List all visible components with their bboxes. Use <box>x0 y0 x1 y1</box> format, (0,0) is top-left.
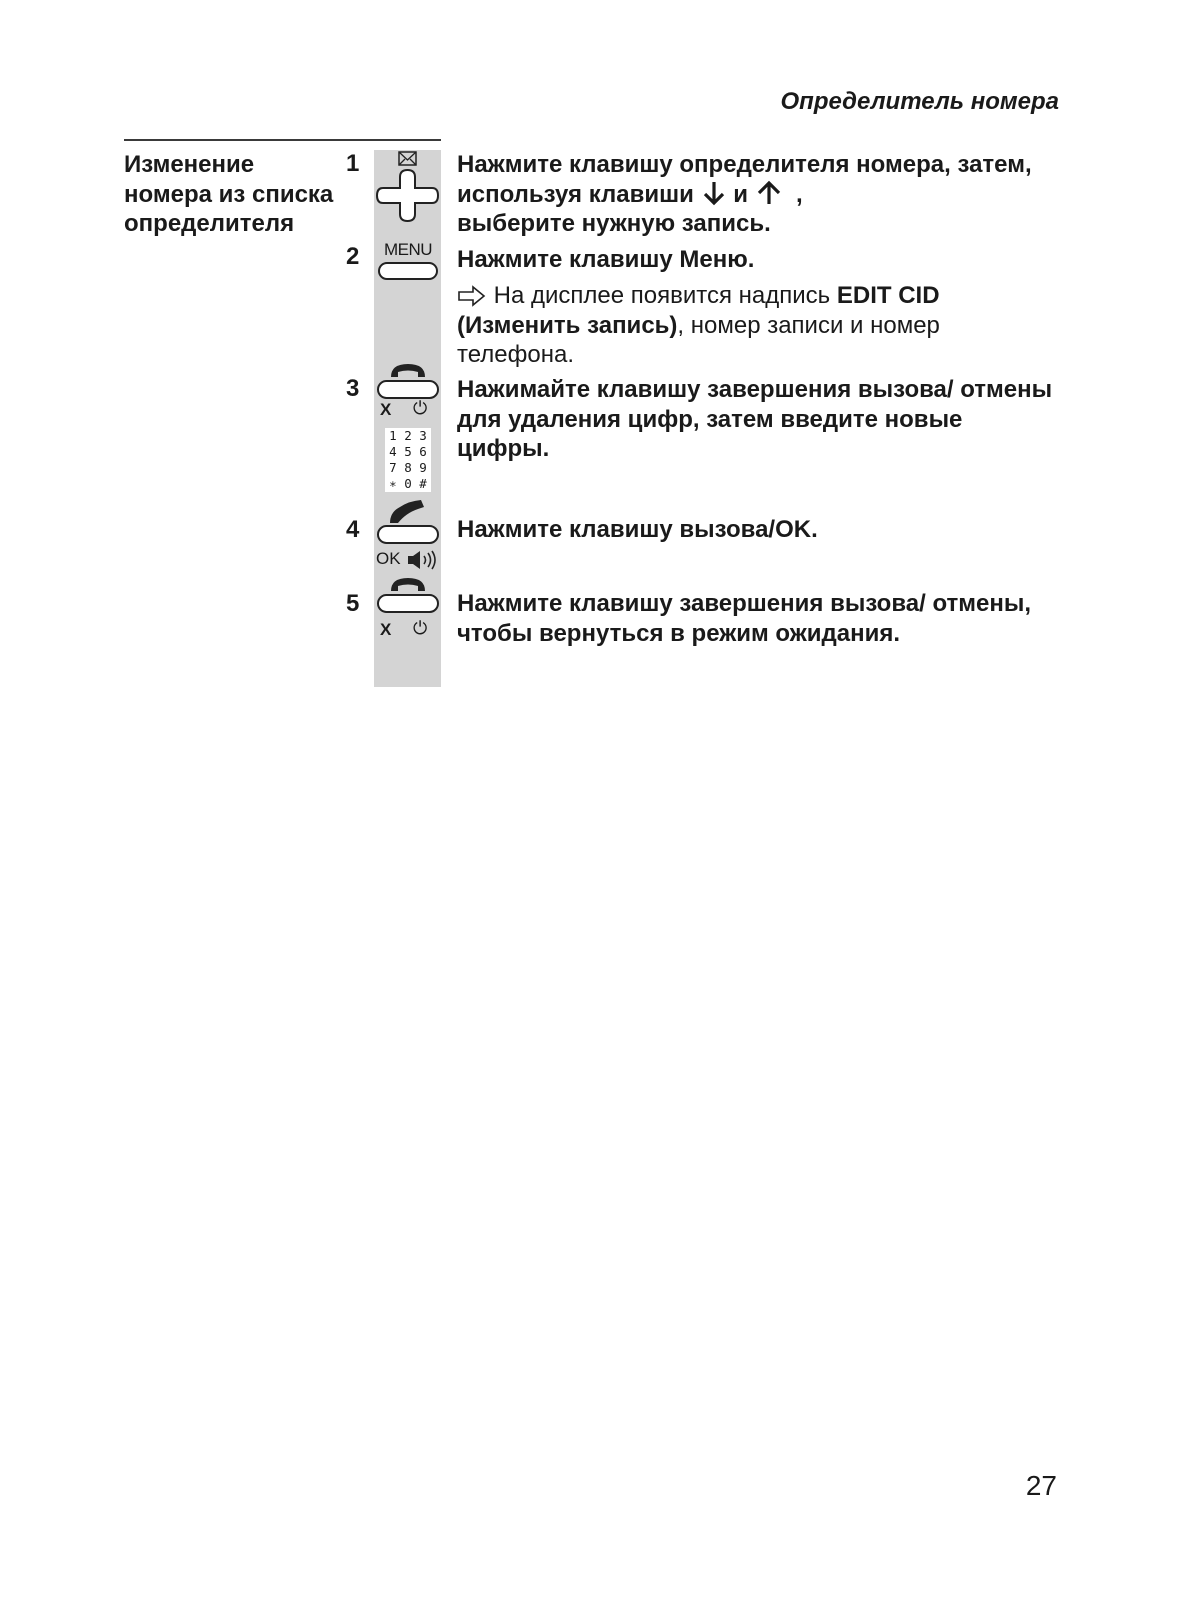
step-2-note-prefix: На дисплее появится надпись <box>493 282 831 309</box>
step-1-text-part2: выберите нужную запись. <box>457 210 771 237</box>
step-2-number: 2 <box>346 243 360 270</box>
speaker-icon <box>405 549 439 571</box>
cancel-x-label: X <box>380 620 392 639</box>
caller-id-nav-key-icon <box>376 150 440 242</box>
result-arrow-icon <box>457 285 487 307</box>
step-1-text-part1: Нажмите клавишу определителя номера, затем, используя клавиши <box>457 151 1032 208</box>
step-5-number: 5 <box>346 590 360 617</box>
keypad-icon <box>385 428 431 492</box>
page-number: 27 <box>1025 1470 1057 1501</box>
menu-key-icon <box>377 260 439 282</box>
step-5-text: Нажмите клавишу завершения вызова/ отмены, чтобы вернуться в режим ожидания. <box>457 590 1032 647</box>
keypad-row: 4 5 6 <box>389 444 427 459</box>
up-arrow-icon <box>755 180 783 206</box>
keypad-row: 7 8 9 <box>389 460 427 475</box>
step-1-number: 1 <box>346 150 360 177</box>
cancel-x-label: X <box>380 400 392 419</box>
step-2-note-suffix: , номер записи и номер телефона. <box>457 311 940 368</box>
step-4-number: 4 <box>346 516 360 543</box>
top-rule <box>124 139 441 141</box>
step-2-note <box>457 281 1057 370</box>
step-3-number: 3 <box>346 375 360 402</box>
down-arrow-icon <box>701 180 727 206</box>
step-2-note-bold: EDIT CID (Изменить запись) <box>457 282 940 339</box>
keypad-row: ∗ 0 # <box>389 476 427 491</box>
ok-label: OK <box>376 549 401 568</box>
step-1-text <box>457 150 1057 239</box>
step-1-text-comma: , <box>795 180 803 208</box>
power-icon: ⏻ <box>413 398 428 418</box>
step-2-text: Нажмите клавишу Меню. <box>457 246 755 273</box>
running-header: Определитель номера <box>780 88 1059 115</box>
step-3-text: Нажимайте клавишу завершения вызова/ отмены для удаления цифр, затем введите новые цифры. <box>457 376 1053 462</box>
step-4-text: Нажмите клавишу вызова/OK. <box>457 516 818 543</box>
keypad-row: 1 2 3 <box>389 428 427 443</box>
step-1-text-and: и <box>733 180 748 208</box>
end-call-key-icon <box>376 574 440 620</box>
call-ok-key-icon <box>376 496 440 546</box>
section-title: Изменение номера из списка определителя <box>124 151 334 237</box>
menu-key-label: MENU <box>383 240 433 259</box>
power-icon: ⏻ <box>413 618 428 638</box>
